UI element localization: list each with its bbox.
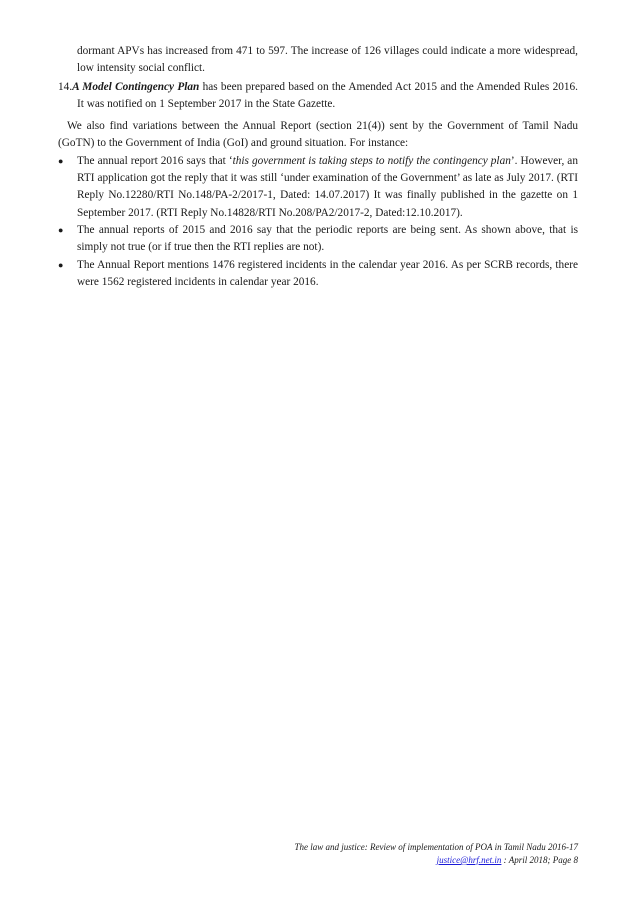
- body-text: [58, 43, 578, 291]
- bullet-text-post: ’. However, an RTI application got the reply that it was still ‘under examination of the Government’ as late as July 2017. (RTI Reply No.12280/RTI No.148/PA-2/2017-1, Dated: 14.07.2017) It was finally published in the gazette on 1 September 2017. (RTI Reply No.14828/RTI No.208/PA2/2017-2, Dated:12.10.2017).: [77, 154, 578, 219]
- bullet-text: The Annual Report mentions 1476 registered incidents in the calendar year 2016. As per SCRB records, there were 1562 registered incidents in calendar year 2016.: [77, 258, 578, 288]
- intro-paragraph: We also find variations between the Annual Report (section 21(4)) sent by the Government of Tamil Nadu (GoTN) to the Government of India (GoI) and ground situation. For instance:: [58, 120, 578, 150]
- item-title: A Model Contingency Plan: [72, 80, 200, 93]
- continuation-paragraph: [58, 43, 578, 78]
- bullet-text: The annual reports of 2015 and 2016 say that the periodic reports are being sent. As shown above, that is simply not true (or if true then the RTI replies are not).: [77, 223, 578, 254]
- bullet-item-3: [58, 257, 578, 292]
- continuation-line-2: low intensity social conflict.: [77, 62, 206, 75]
- bullet-icon: ●: [58, 224, 64, 235]
- footer-line-2: [295, 854, 578, 867]
- bullet-item-1: [58, 153, 578, 222]
- bullet-icon: ●: [58, 155, 64, 166]
- item-text: has been prepared based on the Amended Act 2015 and the Amended Rules 2016.: [199, 80, 578, 93]
- bullet-text-quote: this government is taking steps to notify the contingency plan: [232, 154, 511, 167]
- item-text-line-2: It was notified on 1 September 2017 in the State Gazette.: [77, 97, 336, 110]
- bullet-text-pre: The annual report 2016 says that ‘: [77, 154, 233, 167]
- continuation-line-1: dormant APVs has increased from 471 to 597. The increase of 126 villages could indicate a more widespread,: [77, 45, 578, 57]
- bullet-icon: ●: [58, 259, 64, 270]
- footer-date-page: : April 2018; Page 8: [501, 855, 578, 865]
- item-number: 14.: [58, 80, 73, 93]
- footer-email-link[interactable]: justice@hrf.net.in: [436, 855, 502, 865]
- numbered-item-14: [58, 79, 578, 114]
- page-footer: [295, 841, 578, 867]
- footer-title: The law and justice: Review of implementation of POA in Tamil Nadu 2016-17: [294, 842, 578, 852]
- bullet-list: [58, 153, 578, 291]
- bullet-item-2: [58, 222, 578, 257]
